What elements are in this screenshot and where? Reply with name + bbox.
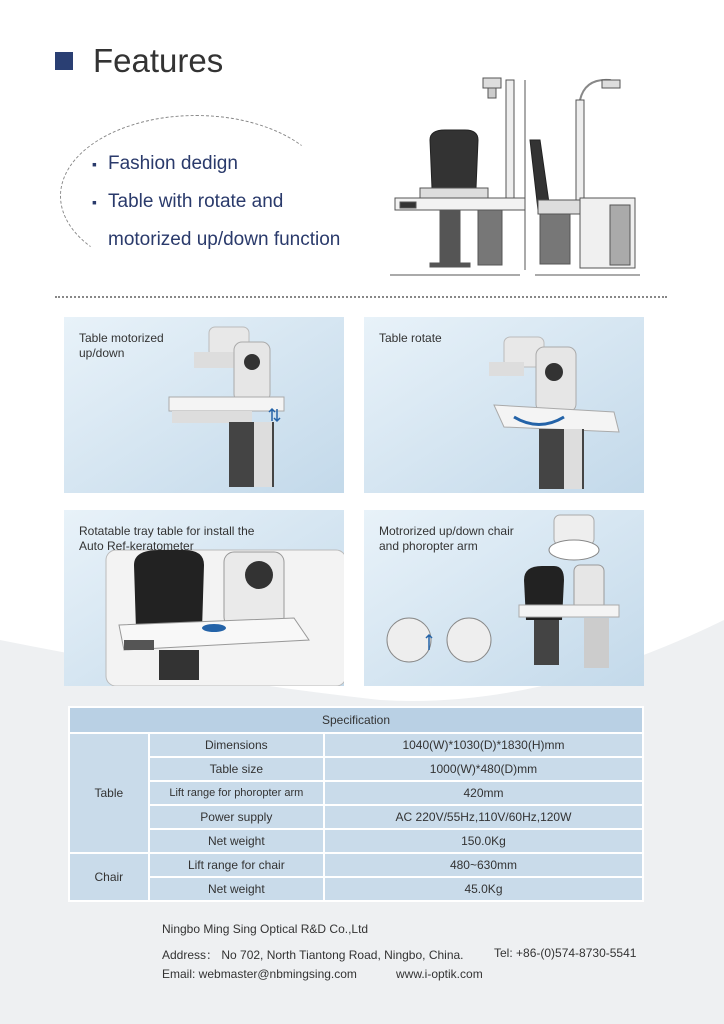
spec-title: Specification (69, 707, 643, 733)
front-view (390, 78, 525, 275)
group-label: Table (69, 733, 149, 853)
company-email: Email: webmaster@nbmingsing.com (162, 967, 357, 981)
specification-table (68, 706, 644, 902)
photo-panel-chair-phoropter (364, 510, 644, 686)
table-row (69, 829, 643, 853)
dotted-divider (55, 296, 667, 298)
panel-caption: Motrorized up/down chair and phoropter arm (379, 524, 514, 553)
photo-panel-table-updown (64, 317, 344, 493)
panel-caption: Rotatable tray table for install the Auto Ref-keratometer (79, 524, 255, 553)
bullet-icon: ▪ (92, 156, 97, 172)
photo-panel-tray-table (64, 510, 344, 686)
bullet-icon: ▪ (92, 194, 97, 210)
spec-value: 1040(W)*1030(D)*1830(H)mm (324, 733, 643, 757)
group-label: Chair (69, 853, 149, 901)
table-row (69, 757, 643, 781)
page-title: Features (93, 42, 224, 79)
spec-value: AC 220V/55Hz,110V/60Hz,120W (324, 805, 643, 829)
technical-drawing (390, 70, 660, 280)
table-row (69, 781, 643, 805)
square-bullet-icon (55, 52, 73, 70)
company-website: www.i-optik.com (396, 967, 483, 981)
spec-label: Power supply (149, 805, 324, 829)
table-row (69, 877, 643, 901)
side-view (530, 80, 640, 275)
spec-value: 420mm (324, 781, 643, 805)
company-phone: Tel: +86-(0)574-8730-5541 (494, 946, 637, 960)
features-list (92, 145, 340, 259)
spec-value: 45.0Kg (324, 877, 643, 901)
spec-label: Table size (149, 757, 324, 781)
table-title-row (69, 707, 643, 733)
spec-label: Lift range for chair (149, 853, 324, 877)
company-address: Address： No 702, North Tiantong Road, Ningbo, China. (162, 948, 464, 962)
section-header (55, 42, 223, 80)
spec-label: Net weight (149, 877, 324, 901)
spec-label: Dimensions (149, 733, 324, 757)
company-name: Ningbo Ming Sing Optical R&D Co.,Ltd (162, 922, 369, 936)
photo-panel-table-rotate (364, 317, 644, 493)
spec-label: Lift range for phoropter arm (149, 781, 324, 805)
table-row (69, 733, 643, 757)
table-row (69, 853, 643, 877)
table-row (69, 805, 643, 829)
panel-caption: Table motorized up/down (79, 331, 164, 360)
panel-caption: Table rotate (379, 331, 442, 345)
feature-item: ▪ Fashion dedign (92, 145, 340, 183)
spec-label: Net weight (149, 829, 324, 853)
spec-value: 1000(W)*480(D)mm (324, 757, 643, 781)
spec-value: 150.0Kg (324, 829, 643, 853)
feature-item: ▪ Table with rotate and (92, 183, 340, 221)
feature-item-continuation: motorized up/down function (108, 229, 341, 250)
spec-value: 480~630mm (324, 853, 643, 877)
